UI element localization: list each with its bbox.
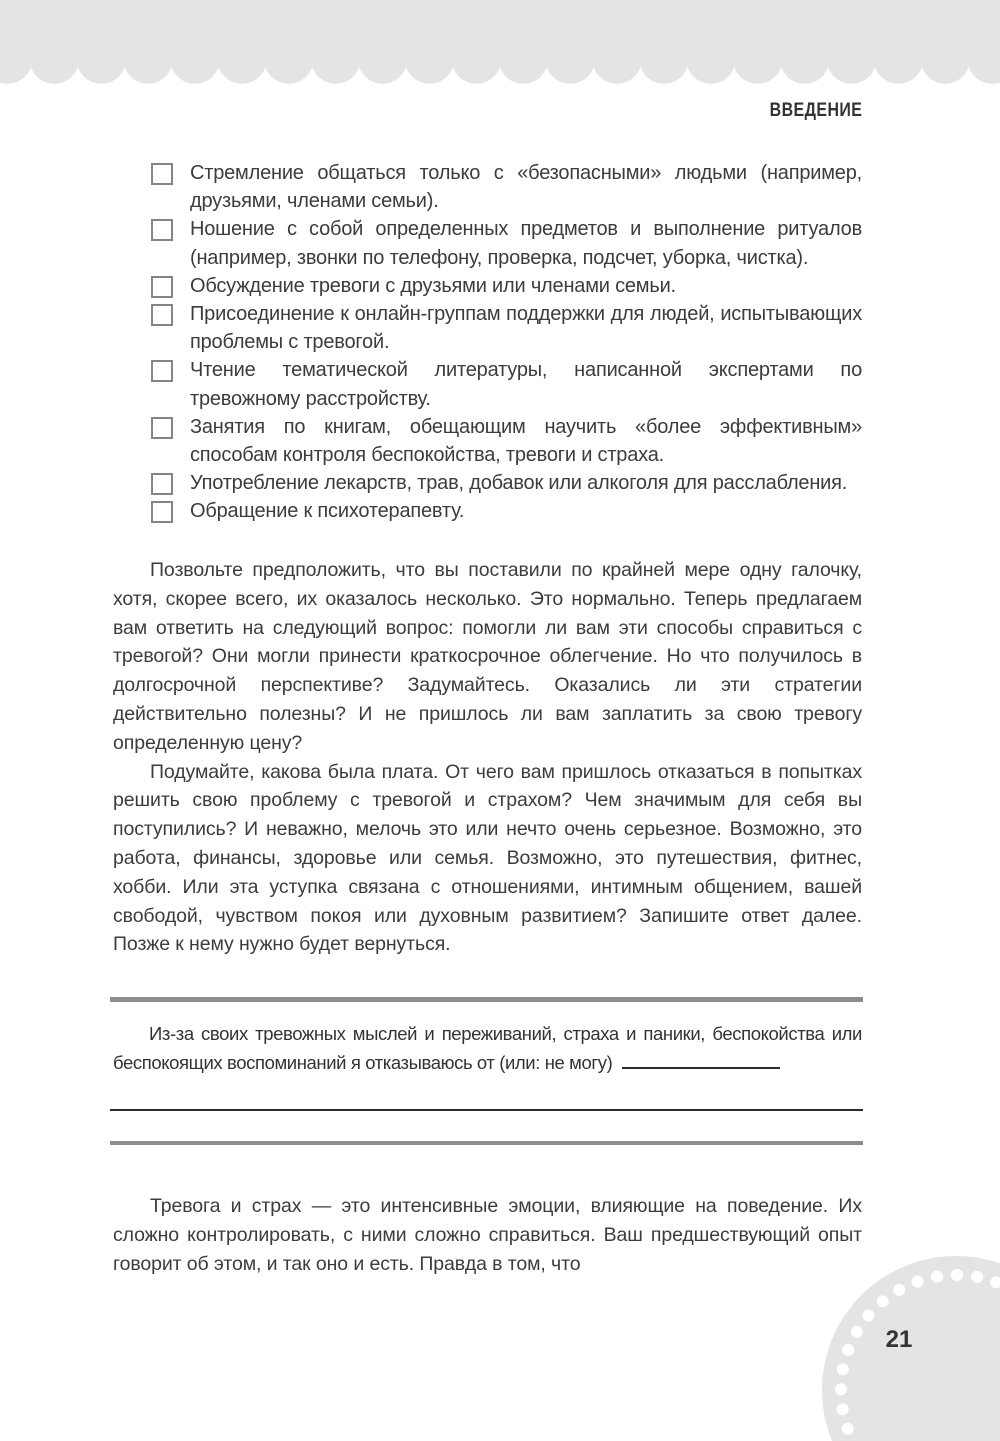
checklist-item-label: Занятия по книгам, обещающим научить «более эффективным» способам контроля беспокойства, тревоги и страха. <box>190 415 862 467</box>
body-paragraphs <box>113 556 862 959</box>
checklist-item-label: Стремление общаться только с «безопасными» людьми (например, друзьями, членами семьи). <box>190 162 862 213</box>
checkbox-icon <box>151 360 173 382</box>
checklist-item <box>151 497 862 525</box>
checkbox-icon <box>151 163 173 185</box>
checklist-item-label: Употребление лекарств, трав, добавок или алкоголя для расслабления. <box>190 472 848 495</box>
checklist-item <box>151 356 862 412</box>
page-number: 21 <box>885 1326 913 1353</box>
checkbox-icon <box>151 473 173 495</box>
checkbox-icon <box>151 304 173 326</box>
checkbox-icon <box>151 276 173 298</box>
worksheet-prompt-block <box>113 1019 862 1077</box>
checklist-item <box>151 159 862 215</box>
checklist-item <box>151 413 862 469</box>
body-paragraph-bottom <box>113 1192 862 1278</box>
checklist-item-label: Присоединение к онлайн-группам поддержки для людей, испытывающих проблемы с тревогой. <box>190 303 862 354</box>
running-header <box>113 100 862 122</box>
paragraph: Подумайте, какова была плата. От чего вам пришлось отказаться в попытках решить свою проблему с тревогой и страхом? Чем значимым для себя вы поступились? И неважно, мелочь это или нечто очень серьезное. Возможно, это работа, финансы, здоровье или семья. Возможно, это путешествия, фитнес, хобби. Или эта уступка связана с отношениями, интимным общением, вашей свободой, чувством покоя или духовным развитием? Запишите ответ далее. Позже к нему нужно будет вернуться. <box>113 760 862 956</box>
fill-in-line <box>622 1057 780 1069</box>
checklist-item <box>151 272 862 300</box>
checklist-item-label: Чтение тематической литературы, написанной экспертами по тревожному расстройству. <box>190 359 862 410</box>
checklist-item-label: Обсуждение тревоги с друзьями или членами семьи. <box>190 274 676 297</box>
paragraph: Тревога и страх — это интенсивные эмоции, влияющие на поведение. Их сложно контролировать, с ними сложно справиться. Ваш предшествующий опыт говорит об этом, и так оно и есть. Правда в том, что <box>113 1195 862 1275</box>
paragraph: Позвольте предположить, что вы поставили по крайней мере одну галочку, хотя, скорее всего, их оказалось несколько. Это нормально. Теперь предлагаем вам ответить на следующий вопрос: помогли ли вам эти способы справиться с тревогой? Они могли принести краткосрочное облегчение. Но что получилось в долгосрочной перспективе? Задумайтесь. Оказались ли эти стратегии действительно полезны? И не пришлось ли вам заплатить за свою тревогу определенную цену? <box>113 559 862 754</box>
checkbox-icon <box>151 417 173 439</box>
checkbox-icon <box>151 219 173 241</box>
running-header-text: ВВЕДЕНИЕ <box>769 100 862 121</box>
scalloped-top-band <box>0 0 1000 59</box>
worksheet-prompt-text: Из-за своих тревожных мыслей и переживаний, страха и паники, беспокойства или беспокоящих воспоминаний я отказываюсь от (или: не могу) <box>113 1023 862 1073</box>
scallop-edge <box>0 59 1000 85</box>
coping-strategies-checklist <box>151 159 862 526</box>
checklist-item-label: Ношение с собой определенных предметов и выполнение ритуалов (например, звонки по телефону, проверка, подсчет, уборка, чистка). <box>190 218 862 269</box>
checklist-item-label: Обращение к психотерапевту. <box>190 500 465 523</box>
worksheet-bottom-rule <box>110 1141 863 1145</box>
checklist-item <box>151 215 862 271</box>
writing-line <box>110 1109 863 1111</box>
checkbox-icon <box>151 501 173 523</box>
checklist-item <box>151 469 862 497</box>
worksheet-top-rule <box>110 997 863 1002</box>
checklist-item <box>151 300 862 356</box>
